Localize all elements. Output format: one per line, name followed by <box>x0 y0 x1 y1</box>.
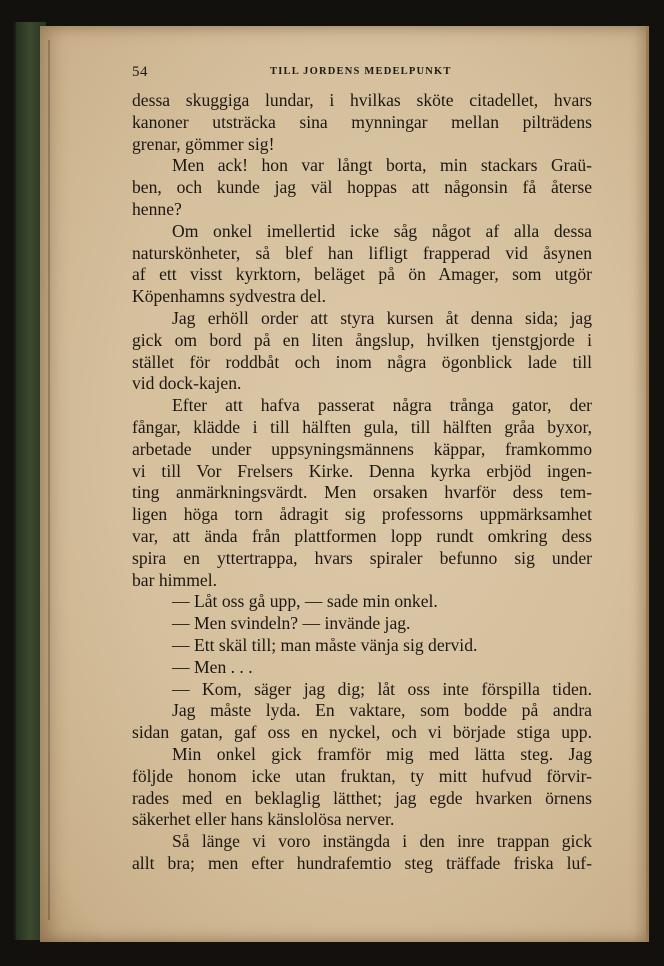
text-line: var, att ända från plattformen lopp rundt omkring dess <box>132 525 592 546</box>
text-line: arbetade under uppsyningsmännens käppar, framkommo <box>132 438 592 459</box>
text-line: ben, och kunde jag väl hoppas att någonsin få återse <box>132 177 592 198</box>
text-line: följde honom icke utan fruktan, ty mitt hufvud förvir- <box>132 765 592 786</box>
text-line: — Ett skäl till; man måste vänja sig dervid. <box>172 634 478 655</box>
text-line: af ett visst kyrktorn, beläget på ön Amager, som utgör <box>132 264 592 285</box>
text-line: ting anmärkningsvärdt. Men orsaken hvarför dess tem- <box>132 482 592 503</box>
text-line: gick om bord på en liten ångslup, hvilken tjenstgjorde i <box>132 329 592 350</box>
text-line: Efter att hafva passerat några trånga gator, der <box>172 395 592 416</box>
text-line: — Men svindeln? — invände jag. <box>172 613 411 634</box>
page-number: 54 <box>132 64 148 80</box>
text-line: Köpenhamns sydvestra del. <box>132 286 326 307</box>
text-line: henne? <box>132 198 182 219</box>
text-line: bar himmel. <box>132 569 218 590</box>
page-header <box>132 64 592 84</box>
text-line: fångar, klädde i till hälften gula, till hälften gråa byxor, <box>132 416 592 437</box>
text-line: vi till Vor Frelsers Kirke. Denna kyrka erbjöd ingen- <box>132 460 592 481</box>
text-line: sidan gatan, gaf oss en nyckel, och vi började stiga upp. <box>132 722 592 743</box>
text-line: — Låt oss gå upp, — sade min onkel. <box>172 591 438 612</box>
body-text <box>132 90 592 875</box>
text-line: Så länge vi voro instängda i den inre trappan gick <box>172 831 592 852</box>
text-line: rades med en beklaglig lätthet; jag egde hvarken örnens <box>132 787 592 808</box>
text-line: allt bra; men efter hundrafemtio steg träffade friska luf- <box>132 852 592 873</box>
text-line: Men ack! hon var långt borta, min stackars Graü- <box>172 155 592 176</box>
text-line: stället för roddbåt och inom några ögonblick lade till <box>132 351 592 372</box>
text-line: Jag erhöll order att styra kursen åt denna sida; jag <box>172 307 592 328</box>
text-line: Jag måste lyda. En vaktare, som bodde på andra <box>172 700 592 721</box>
text-line: Min onkel gick framför mig med lätta steg. Jag <box>172 743 592 764</box>
text-line: kanoner utsträcka sina mynningar mellan pilträdens <box>132 111 592 132</box>
text-line: spira en yttertrappa, hvars spiraler befunno sig under <box>132 547 592 568</box>
text-line: naturskönheter, så blef han lifligt frapperad vid åsynen <box>132 242 592 263</box>
page-gutter <box>48 40 50 920</box>
text-line: — Men . . . <box>172 656 253 677</box>
text-line: dessa skuggiga lundar, i hvilkas sköte citadellet, hvars <box>132 90 592 110</box>
text-line: säkerhet eller hans känslolösa nerver. <box>132 809 395 830</box>
text-line: vid dock-kajen. <box>132 373 242 394</box>
text-line: — Kom, säger jag dig; låt oss inte förspilla tiden. <box>172 678 592 699</box>
text-line: Om onkel imellertid icke såg något af alla dessa <box>172 220 592 241</box>
running-title: TILL JORDENS MEDELPUNKT <box>270 66 452 77</box>
text-line: ligen höga torn ådragit sig professorns uppmärksamhet <box>132 504 592 525</box>
text-line: grenar, gömmer sig! <box>132 133 275 154</box>
